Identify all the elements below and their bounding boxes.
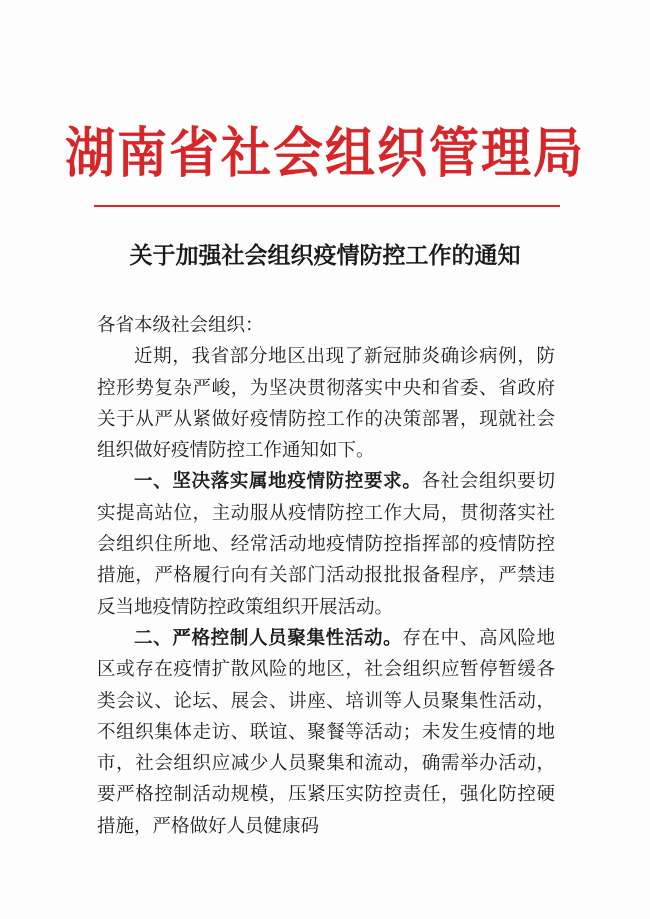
masthead: 湖南省社会组织管理局 (65, 121, 585, 185)
document-title: 关于加强社会组织疫情防控工作的通知 (129, 242, 521, 269)
document-body (97, 310, 555, 842)
red-divider-line (94, 205, 560, 207)
section-paragraph-2 (97, 623, 555, 842)
section-text-2: 存在中、高风险地区或存在疫情扩散风险的地区，社会组织应暂停暂缓各类会议、论坛、展会、讲座、培训等人员聚集性活动，不组织集体走访、联谊、聚餐等活动；未发生疫情的地市，社会组织应减少人员聚集和流动，确需举办活动，要严格控制活动规模，压紧压实防控责任，强化防控硬措施，严格做好人员健康码 (97, 627, 555, 837)
intro-paragraph: 近期，我省部分地区出现了新冠肺炎确诊病例，防控形势复杂严峻，为坚决贯彻落实中央和省委、省政府关于从严从紧做好疫情防控工作的决策部署，现就社会组织做好疫情防控工作通知如下。 (97, 346, 555, 462)
section-heading-2: 二、严格控制人员聚集性活动。 (134, 627, 403, 649)
salutation: 各省本级社会组织： (97, 315, 264, 336)
section-heading-1: 一、坚决落实属地疫情防控要求。 (134, 471, 422, 493)
section-paragraph-1 (97, 466, 555, 622)
section-text-1: 各社会组织要切实提高站位，主动服从疫情防控工作大局，贯彻落实社会组织住所地、经常活动地疫情防控指挥部的疫情防控措施，严格履行向有关部门活动报批报备程序，严禁违反当地疫情防控政策组织开展活动。 (97, 471, 555, 618)
